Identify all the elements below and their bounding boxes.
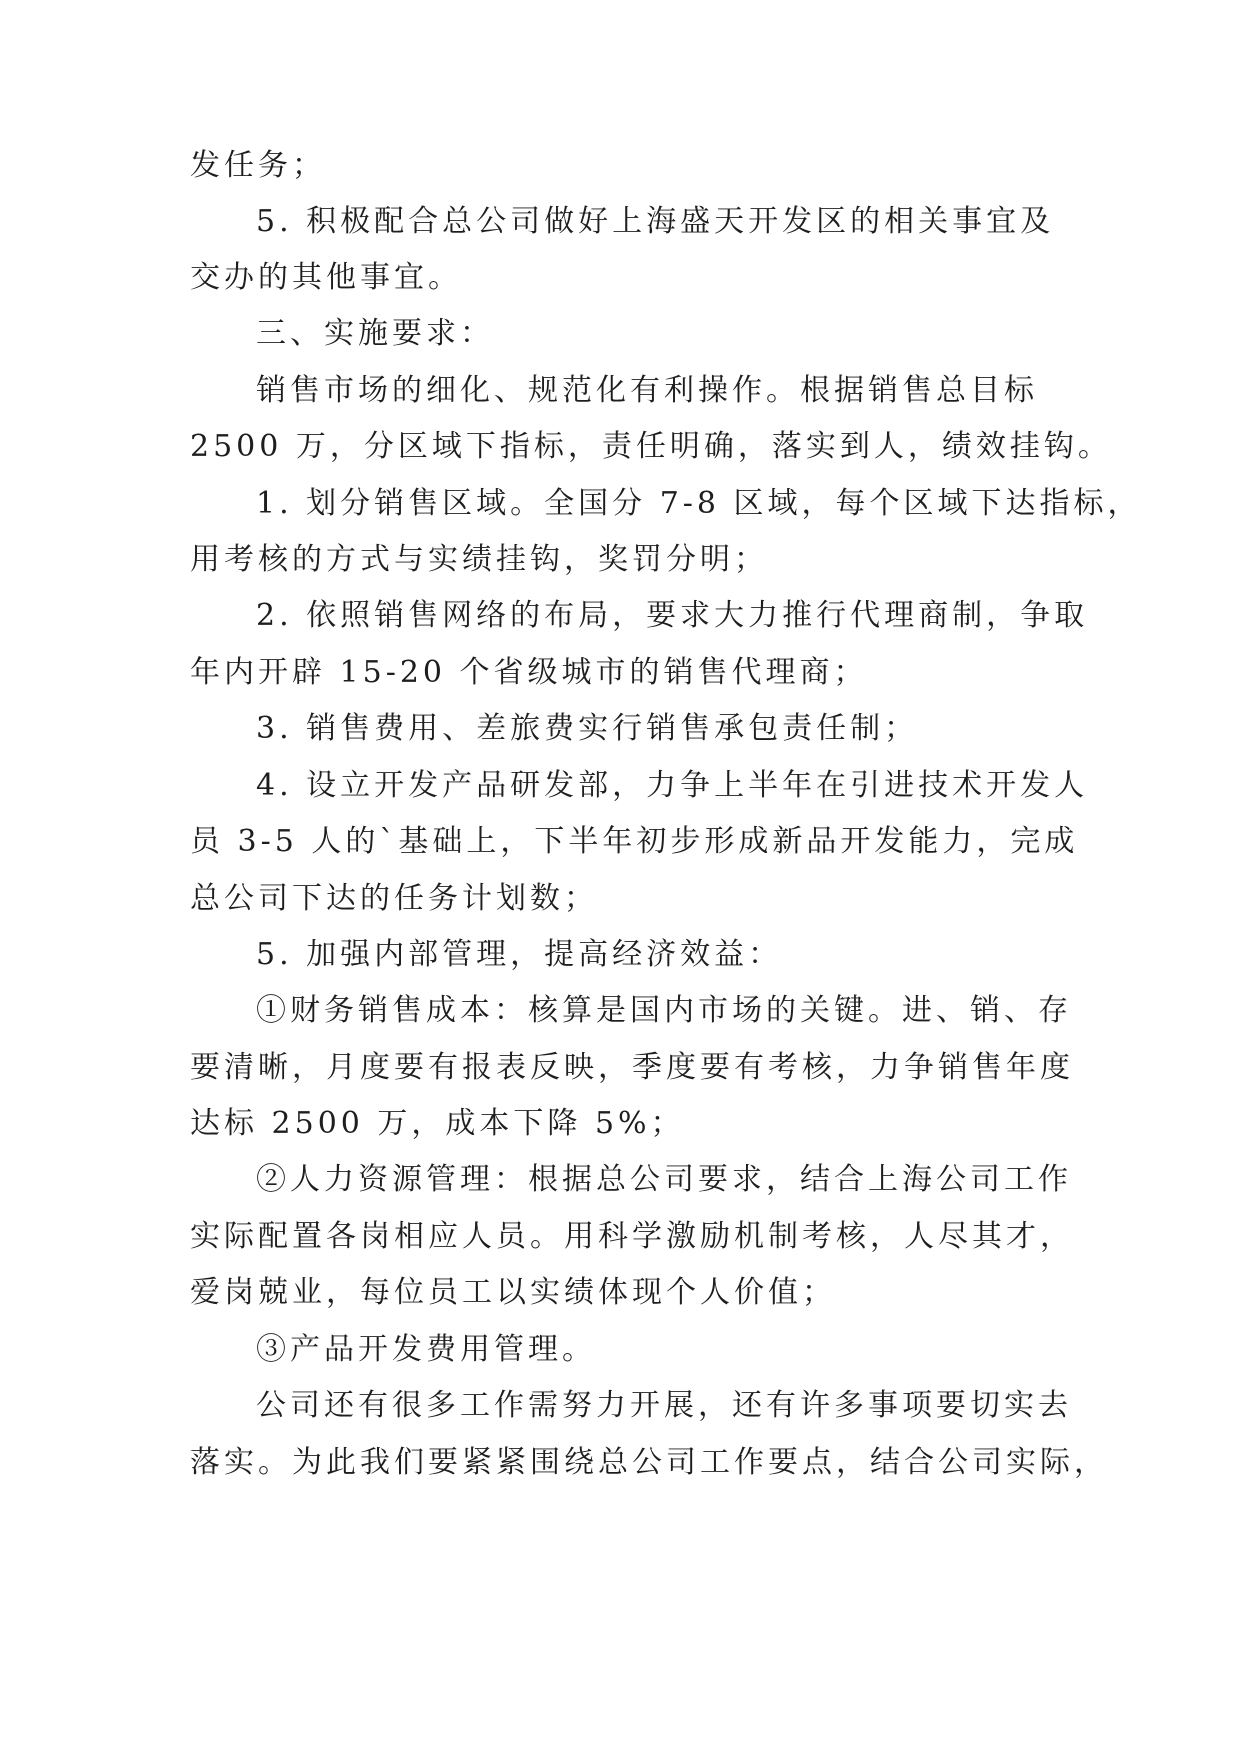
text-line: ①财务销售成本：核算是国内市场的关键。进、销、存 [256, 993, 1072, 1028]
text-line: 总公司下达的任务计划数； [190, 881, 598, 916]
text-line: 5. 加强内部管理，提高经济效益： [256, 937, 783, 972]
text-line: 公司还有很多工作需努力开展，还有许多事项要切实去 [256, 1388, 1072, 1423]
text-line: 2. 依照销售网络的布局，要求大力推行代理商制，争取 [256, 598, 1089, 633]
text-line: 发任务； [190, 148, 326, 183]
text-line: 落实。为此我们要紧紧围绕总公司工作要点，结合公司实际， [190, 1445, 1108, 1480]
text-line: 2500 万，分区域下指标，责任明确，落实到人，绩效挂钩。 [190, 429, 1112, 464]
text-line: 要清晰，月度要有报表反映，季度要有考核，力争销售年度 [190, 1050, 1074, 1085]
text-line: 交办的其他事宜。 [190, 260, 462, 295]
text-line: 销售市场的细化、规范化有利操作。根据销售总目标 [256, 373, 1038, 408]
text-line: 用考核的方式与实绩挂钩，奖罚分明； [190, 542, 768, 577]
text-line: 年内开辟 15-20 个省级城市的销售代理商； [190, 655, 868, 690]
text-line: 5. 积极配合总公司做好上海盛天开发区的相关事宜及 [256, 204, 1055, 239]
section-heading: 三、实施要求： [256, 316, 494, 351]
text-line: 3. 销售费用、差旅费实行销售承包责任制； [256, 711, 919, 746]
text-line: ②人力资源管理：根据总公司要求，结合上海公司工作 [256, 1162, 1072, 1197]
text-line: 达标 2500 万，成本下降 5%； [190, 1106, 685, 1141]
text-line: 4. 设立开发产品研发部，力争上半年在引进技术开发人 [256, 768, 1089, 803]
text-line: ③产品开发费用管理。 [256, 1332, 596, 1367]
text-line: 实际配置各岗相应人员。用科学激励机制考核，人尽其才， [190, 1219, 1074, 1254]
text-line: 员 3-5 人的`基础上，下半年初步形成新品开发能力，完成 [190, 824, 1079, 859]
text-line: 1. 划分销售区域。全国分 7-8 区域，每个区域下达指标， [256, 486, 1142, 521]
text-line: 爱岗兢业，每位员工以实绩体现个人价值； [190, 1275, 836, 1310]
